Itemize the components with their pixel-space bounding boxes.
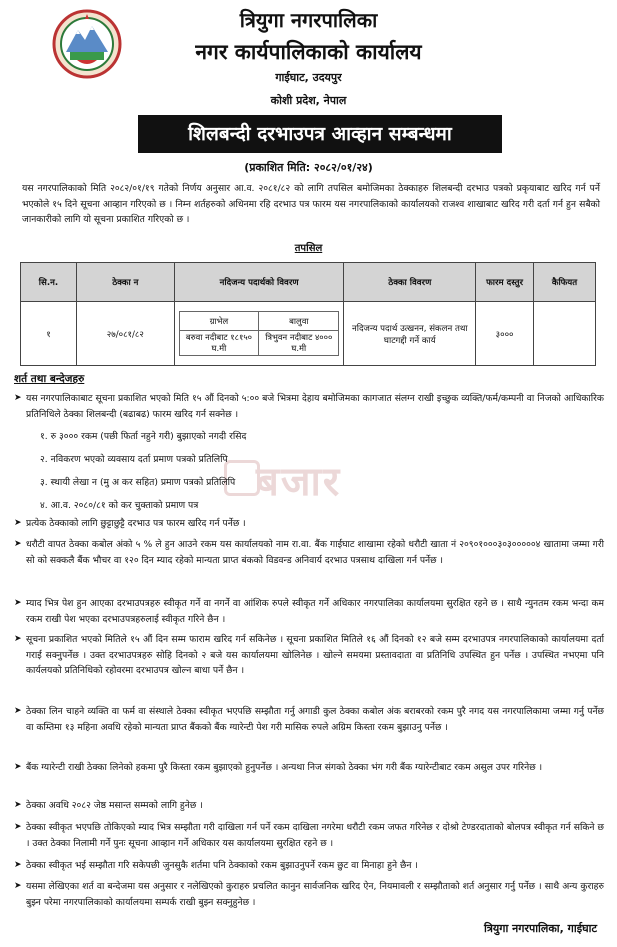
schedule-label: तपसिल: [294, 243, 323, 254]
cell-contract-no: २७/०८१/८२: [76, 302, 174, 366]
term-7: ➤ बैंक ग्यारेन्टी राखी ठेक्का लिनेको हकमा पुरै किस्ता रकम बुझाएको हुनुपर्नेछ । अन्यथा निज संगको ठेक्का भंग गरी बैंक ग्यारेन्टीबाट रकम असुल उपर गरिनेछ ।: [14, 760, 604, 776]
terms-title: शर्त तथा बन्देजहरु: [14, 373, 85, 385]
col-header-contract-detail: ठेक्का विवरण: [344, 263, 476, 302]
bullet-icon: ➤: [14, 800, 22, 810]
col-header-remarks: कैफियत: [534, 263, 596, 302]
table-header-row: [21, 263, 596, 302]
bullet-icon: ➤: [14, 706, 22, 716]
notice-title: शिलबन्दी दरभाउपत्र आव्हान सम्बन्धमा: [138, 115, 502, 153]
term-8: ➤ ठेक्का अवधि २०८२ जेष्ठ मसान्त सम्मको लागि हुनेछ ।: [14, 798, 604, 814]
municipality-name: त्रियुगा नगरपालिका: [239, 8, 378, 32]
bullet-icon: ➤: [14, 634, 22, 644]
province-name: कोशी प्रदेश, नेपाल: [270, 94, 347, 107]
intro-paragraph: यस नगरपालिकाको मिति २०८२/०१/१९ गतेको निर्णय अनुसार आ.व. २०८१/८२ को लागि तपसिल बमोजिमका ठेक्काहरु शिलबन्दी दरभाउ पत्रको प्रकृयाबाट खरिद गर्न पर्ने भएकोले १५ दिने सूचना आव्हान गरिएको छ । निम्न शर्तहरुको अधिनमा रहि दरभाउ पत्र फारम यस नगरपालिकाको कार्यालयको राजश्व शाखाबाट खरिद गरी दर्ता गर्न हुन सबैको जानकारीको लागि यो सूचना प्रकाशित गरिएको छ ।: [22, 183, 600, 225]
term-2: ➤ प्रत्येक ठेक्काको लागि छुट्टाछुट्टै दरभाउ पत्र फारम खरिद गर्न पर्नेछ ।: [14, 516, 604, 532]
office-name: नगर कार्यपालिकाको कार्यालय: [195, 40, 422, 64]
requirement-3: ३. स्थायी लेखा न (मु अ कर सहित) प्रमाण पत्रको प्रतिलिपि: [40, 477, 236, 488]
term-3: ➤ धरौटी वापत ठेक्का कबोल अंको ५ % ले हुन आउने रकम यस कार्यालयको नाम रा.वा. बैंक गाईघाट शाखामा रहेको धरौटी खाता नं २०९०१०००३०३०००००४ खातामा जम्मा गरी सो को सक्कलै बैंक भौचर वा १२० दिन म्याद रहेको मान्यता प्राप्त बंकको विडवन्ड अनिवार्य दरभाउ पत्रसाथ दाखिला गर्न पर्नेछ ।: [14, 539, 604, 566]
col-header-fee: फारम दस्तुर: [476, 263, 534, 302]
table-row: [21, 302, 596, 366]
material-1-detail: बरुवा नदीबाट १८१५० घ.मी: [179, 331, 258, 356]
col-header-contract-no: ठेक्का न: [76, 263, 174, 302]
requirement-4: ४. आ.व. २०८०/८१ को कर चुक्ताको प्रमाण पत्र: [40, 500, 199, 511]
term-1: ➤ यस नगरपालिकाबाट सूचना प्रकाशित भएको मिति १५ औं दिनको ५:०० बजे भित्रमा देहाय बमोजिमका कागजात संलग्न राखी इच्छुक व्यक्ति/फर्म/कम्पनी वा निजको आधिकारिक प्रतिनिधिले ठेक्का शिलबन्दी (बढाबढ) फारम खरिद गर्न सक्नेछ ।: [14, 393, 604, 420]
cell-remarks: [534, 302, 596, 366]
material-2-detail: त्रिभुवन नदीबाट ४००० घ.मी: [259, 331, 339, 356]
watermark-text: बजार: [256, 459, 342, 505]
term-6: ➤ ठेक्का लिन चाहने व्यक्ति वा फर्म वा संस्थाले ठेक्का स्वीकृत भएपछि सम्झौता गर्नु अगाडी कुल ठेक्का कबोल अंक बराबरको रकम पुरै नगद यस नगरपालिकामा जम्मा गर्नु पर्नेछ वा कम्तिमा १३ महिना अवधि रहेको मान्यता प्राप्त बैंकको बैंक ग्यारेन्टी पेश गरी मासिक रुपले अग्रिम किस्ता रकम बुझाउनु पर्नेछ ।: [14, 706, 604, 733]
bullet-icon: ➤: [14, 539, 22, 549]
term-9: ➤ ठेक्का स्वीकृत भएपछि तोकिएको म्याद भित्र सम्झौता गरी दाखिला गर्न पर्ने रकम दाखिला नगरेमा धरौटी रकम जफत गरिनेछ र दोश्रो टेण्डरदाताको बोलपत्र स्वीकृत गर्न सकिने छ । उक्त ठेक्का निलामी गर्ने पुनः सूचना आव्हान गर्ने अधिकार यस कार्यालयमा सुरक्षित रहने छ ।: [14, 822, 604, 849]
bullet-icon: ➤: [14, 518, 22, 528]
bullet-icon: ➤: [14, 860, 22, 870]
term-4: ➤ म्याद भित्र पेश हुन आएका दरभाउपत्रहरु स्वीकृत गर्ने वा नगर्ने वा आंशिक रुपले स्वीकृत गर्ने अधिकार नगरपालिका कार्यालयमा सुरक्षित रहने छ । साथै न्युनतम रकम भन्दा कम रकम राखी पेश भएका दरभाउपत्रहरुलाई स्वीकृत गरिने छैन ।: [14, 598, 604, 625]
bullet-icon: ➤: [14, 598, 22, 608]
cell-contract-detail: नदिजन्य पदार्थ उत्खनन, संकलन तथा घाटगद्दी गर्ने कार्य: [344, 302, 476, 366]
bullet-icon: ➤: [14, 822, 22, 832]
publication-date: (प्रकाशित मिति: २०८२/०१/२४): [244, 161, 373, 174]
cell-material: [174, 302, 344, 366]
bullet-icon: ➤: [14, 393, 22, 403]
col-header-material: नदिजन्य पदार्थको विवरण: [174, 263, 344, 302]
material-2-name: बालुवा: [259, 312, 339, 331]
material-subtable: [179, 311, 340, 356]
term-11: ➤ यसमा लेखिएका शर्त वा बन्देजमा यस अनुसार र नलेखिएको कुराहरु प्रचलित कानुन सार्वजनिक खरिद ऐन, नियमावली र सम्झौताको शर्त अनुसार गर्नु पर्नेछ । साथै अन्य कुराहरु बुझ्न परेमा नगरपालिकाको कार्यालयमा सम्पर्क राखी बुझ्न सक्नुहुनेछ ।: [14, 881, 604, 908]
cell-sn: १: [21, 302, 77, 366]
requirement-2: २. नविकरण भएको व्यवसाय दर्ता प्रमाण पत्रको प्रतिलिपि: [40, 454, 228, 465]
office-address: गाईघाट, उदयपुर: [275, 71, 342, 84]
cell-fee: ३०००: [476, 302, 534, 366]
col-header-sn: सि.न.: [21, 263, 77, 302]
term-5: ➤ सूचना प्रकाशित भएको मितिले १५ औं दिन सम्म फाराम खरिद गर्न सकिनेछ । सूचना प्रकाशित मितिले १६ औं दिनको १२ बजे सम्म दरभाउपत्र नगरपालिकाको कार्यालयमा दर्ता गराई सक्नुपर्नेछ । उक्त दरभाउपत्रहरु सोहि दिनको २ बजे यस कार्यालयमा खोलिनेछ । खोल्ने समयमा प्रस्तावदाता वा प्रतिनिधि उपस्थित हुन पर्नेछ । उपस्थित नभएमा पनि कार्यलयको प्रतिनिधिको रहोवरमा दरभाउपत्र खोल्न बाधा पर्ने छैन ।: [14, 634, 604, 676]
contract-table: [20, 262, 596, 366]
material-1-name: ग्राभेल: [179, 312, 258, 331]
bullet-icon: ➤: [14, 762, 22, 772]
signature-line: त्रियुगा नगरपालिका, गाईघाट: [483, 922, 597, 935]
bullet-icon: ➤: [14, 881, 22, 891]
requirement-1: १. रु ३००० रकम (पछी फिर्ता नहुने गरी) बुझाएको नगदी रसिद: [40, 431, 247, 442]
term-10: ➤ ठेक्का स्वीकृत भई सम्झौता गरि सकेपछी जुनसुकै शर्तमा पनि ठेक्काको रकम बुझाउनुपर्ने रकम छुट वा मिनाहा हुने छैन ।: [14, 858, 604, 874]
